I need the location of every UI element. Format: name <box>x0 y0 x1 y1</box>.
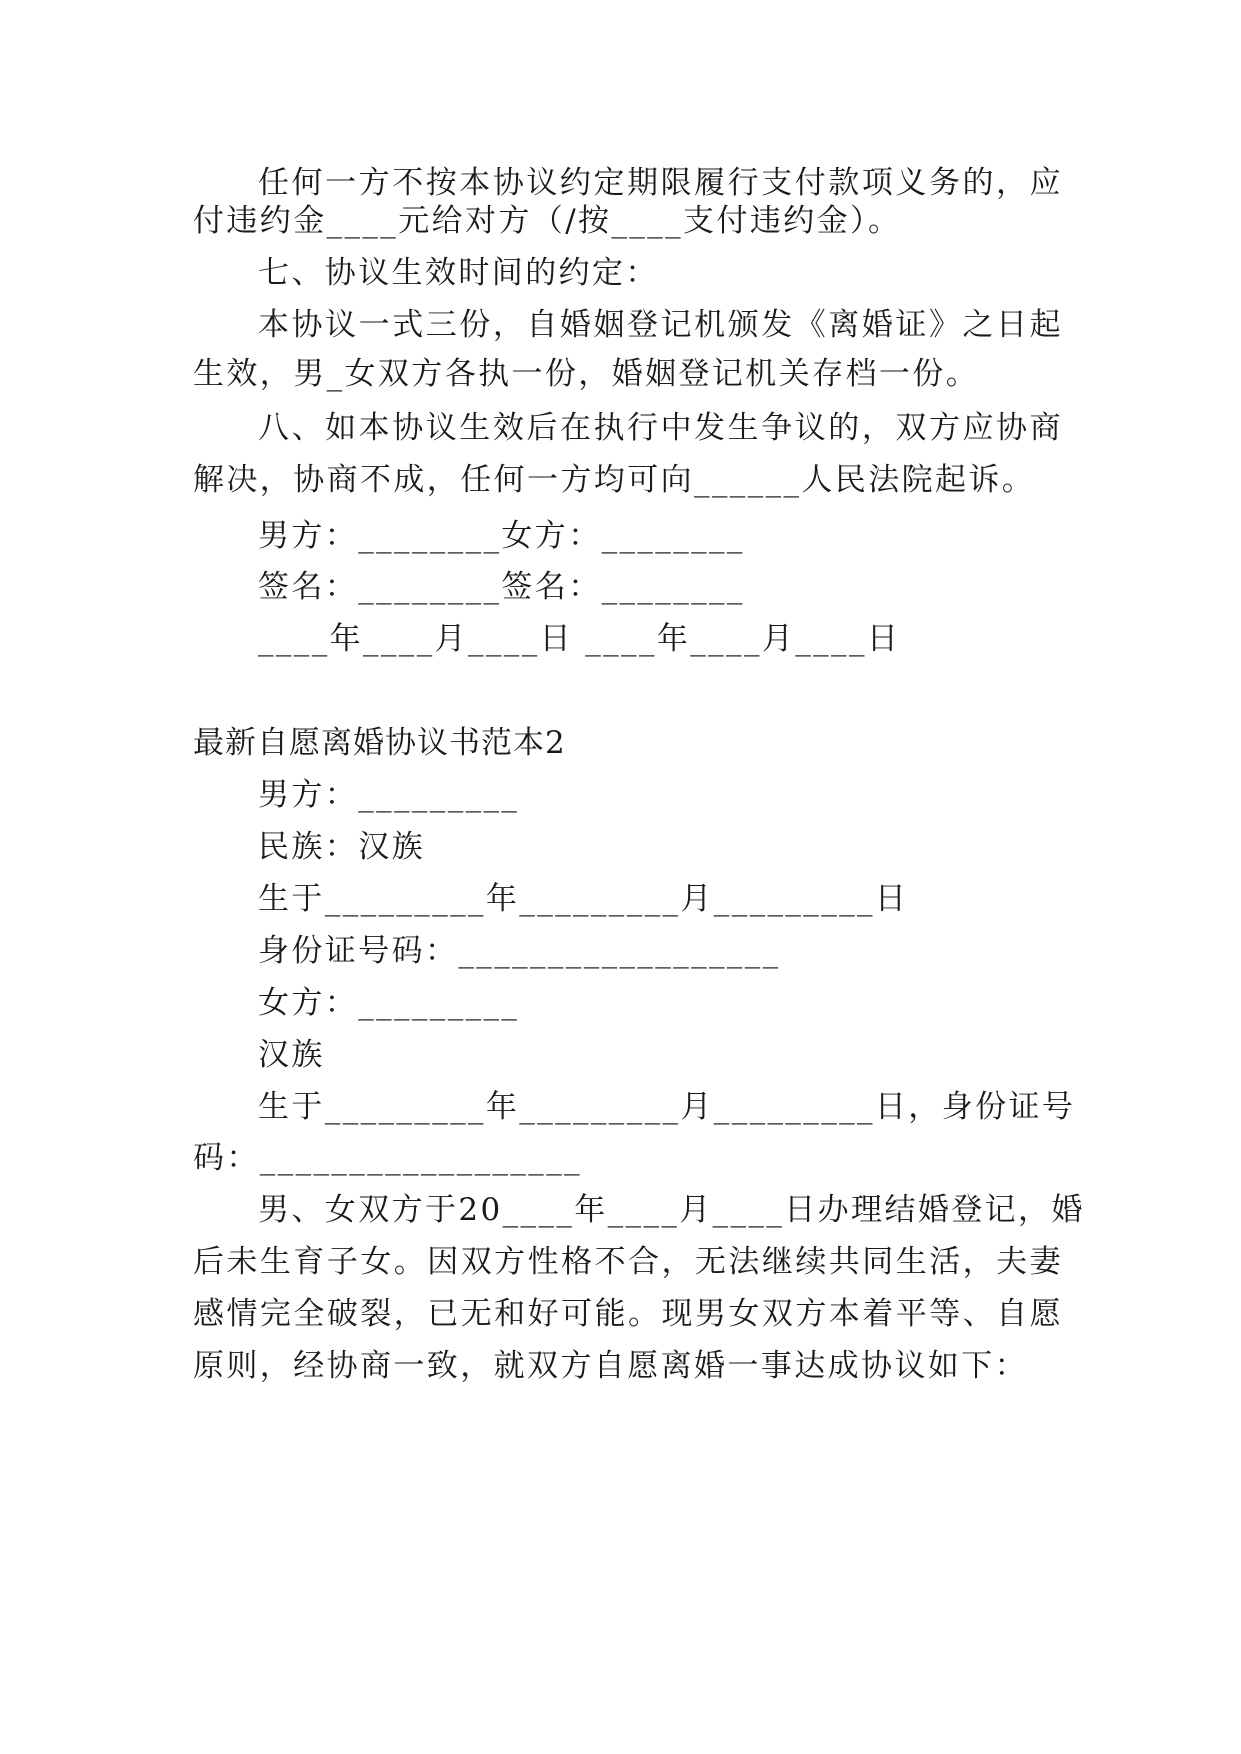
form-line: 汉族 <box>258 1037 325 1073</box>
paragraph-line: 生效，男_女双方各执一份，婚姻登记机关存档一份。 <box>193 356 980 392</box>
paragraph-line: 付违约金____元给对方（/按____支付违约金）。 <box>193 203 902 239</box>
form-line: 生于_________年_________月_________日，身份证号 <box>258 1089 1076 1125</box>
form-line: 生于_________年_________月_________日 <box>258 881 909 917</box>
form-line: 民族：汉族 <box>258 829 425 865</box>
paragraph-line: 原则，经协商一致，就双方自愿离婚一事达成协议如下： <box>193 1348 1028 1384</box>
paragraph-line: 后未生育子女。因双方性格不合，无法继续共同生活，夫妻 <box>193 1244 1063 1280</box>
paragraph-line: 本协议一式三份，自婚姻登记机颁发《离婚证》之日起 <box>258 307 1063 343</box>
paragraph-line: 解决，协商不成，任何一方均可向______人民法院起诉。 <box>193 462 1036 498</box>
signature-party-line: 男方：________女方：________ <box>258 518 745 554</box>
paragraph-line: 任何一方不按本协议约定期限履行支付款项义务的，应 <box>258 165 1063 201</box>
form-line: 码：__________________ <box>193 1140 582 1176</box>
section-heading: 七、协议生效时间的约定： <box>258 255 659 291</box>
paragraph-line: 男、女双方于20____年____月____日办理结婚登记，婚 <box>258 1192 1085 1228</box>
form-line: 男方：_________ <box>258 777 520 813</box>
section-title: 最新自愿离婚协议书范本2 <box>193 725 566 761</box>
form-line: 女方：_________ <box>258 985 520 1021</box>
form-line: 身份证号码：__________________ <box>258 933 781 969</box>
signature-name-line: 签名：________签名：________ <box>258 569 745 605</box>
signature-date-line: ____年____月____日 ____年____月____日 <box>258 621 901 657</box>
paragraph-line: 感情完全破裂，已无和好可能。现男女双方本着平等、自愿 <box>193 1296 1063 1332</box>
paragraph-line: 八、如本协议生效后在执行中发生争议的，双方应协商 <box>258 410 1063 446</box>
